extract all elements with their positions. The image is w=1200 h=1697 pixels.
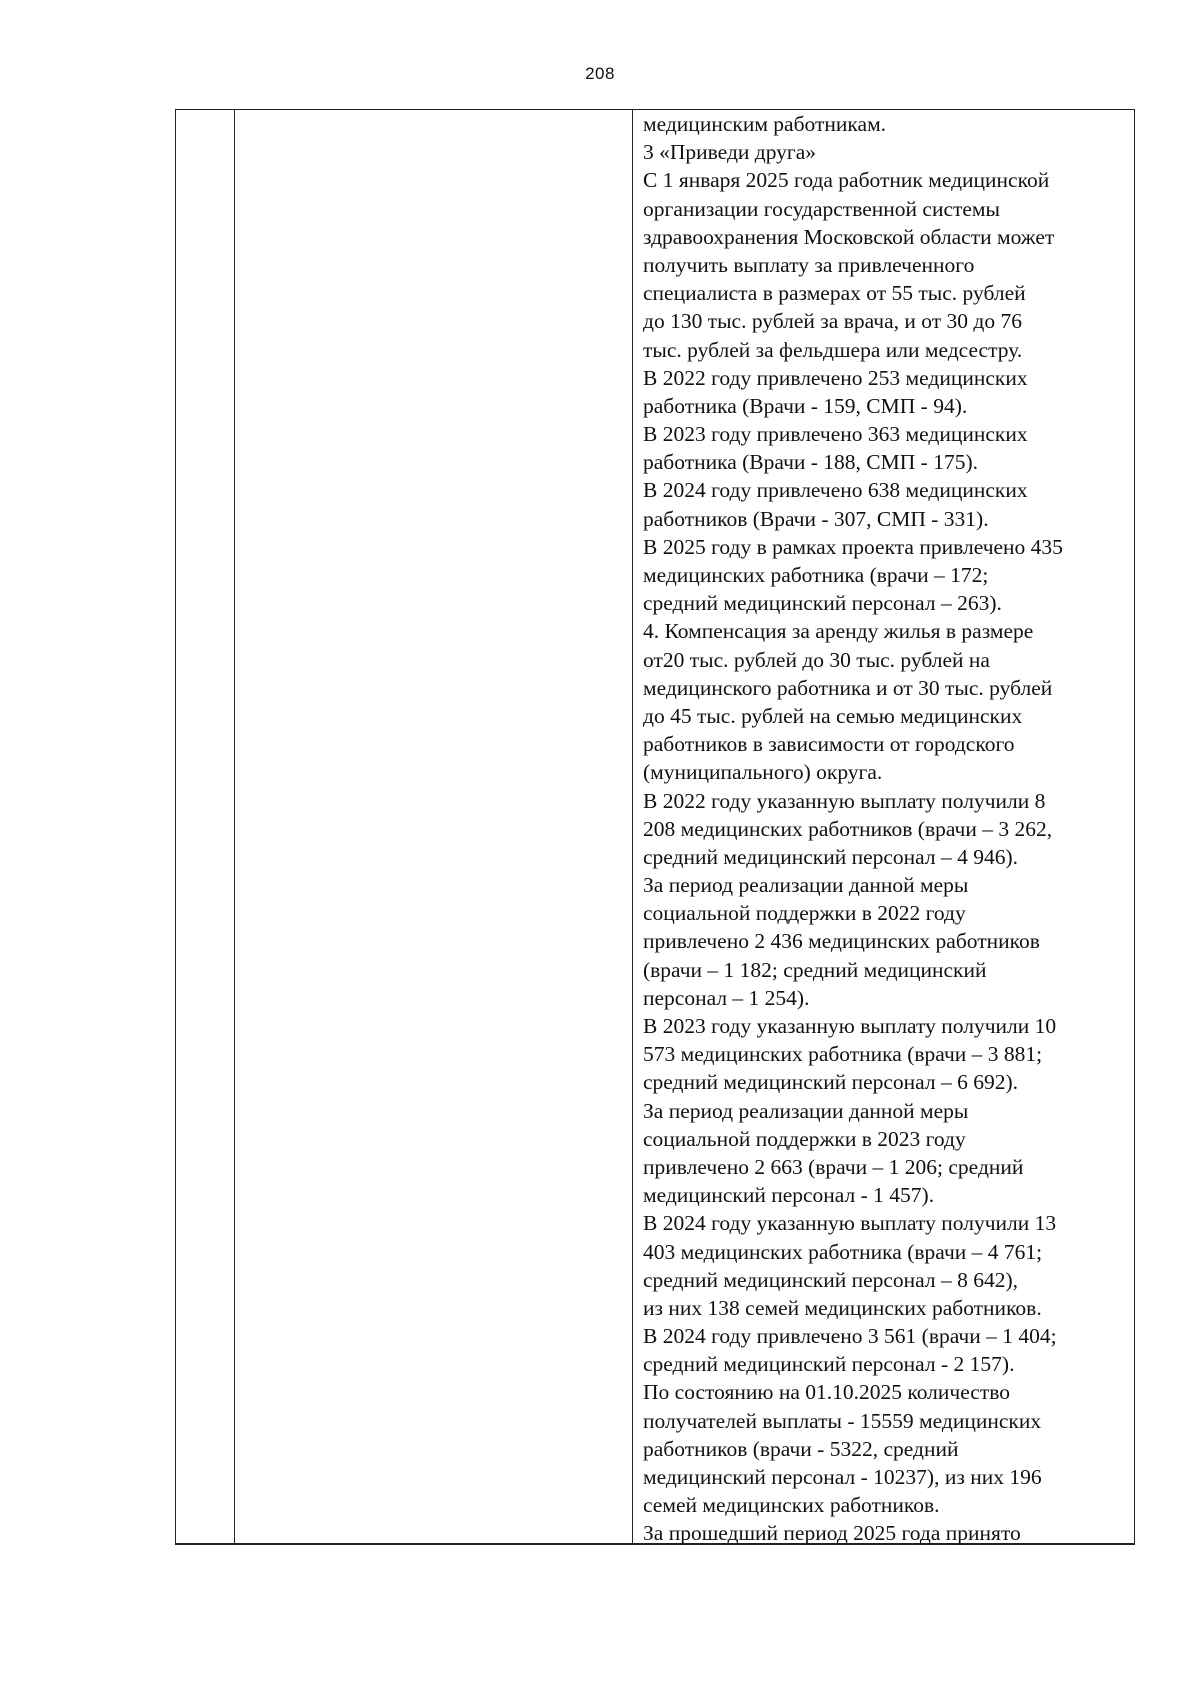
text-line: С 1 января 2025 года работник медицинской	[643, 168, 1050, 193]
text-line: средний медицинский персонал - 2 157).	[643, 1352, 1015, 1377]
column-divider-1	[234, 110, 235, 1543]
text-line: За период реализации данной меры	[643, 873, 969, 898]
text-line: персонал – 1 254).	[643, 985, 810, 1010]
text-line: тыс. рублей за фельдшера или медсестру.	[643, 337, 1023, 362]
text-line: семей медицинских работников.	[643, 1493, 940, 1518]
text-line: до 45 тыс. рублей на семью медицинских	[643, 703, 1023, 728]
text-line: медицинским работникам.	[643, 112, 887, 136]
text-line: организации государственной системы	[643, 196, 1000, 221]
text-line: от20 тыс. рублей до 30 тыс. рублей на	[643, 647, 990, 672]
text-line: работников в зависимости от городского	[643, 732, 1015, 757]
text-line: социальной поддержки в 2023 году	[643, 1126, 966, 1151]
text-line: до 130 тыс. рублей за врача, и от 30 до 76	[643, 309, 1022, 334]
text-line: В 2024 году привлечено 638 медицинских	[643, 478, 1028, 503]
text-line: работников (Врачи - 307, СМП - 331).	[643, 506, 989, 531]
text-line: В 2022 году указанную выплату получили 8	[643, 788, 1046, 813]
document-table	[175, 109, 1135, 1545]
text-line: 4. Компенсация за аренду жилья в размере	[643, 619, 1034, 644]
text-line: медицинский персонал - 1 457).	[643, 1183, 935, 1208]
text-line: медицинского работника и от 30 тыс. рублей	[643, 675, 1053, 700]
text-line: получить выплату за привлеченного	[643, 252, 975, 277]
text-line: средний медицинский персонал – 4 946).	[643, 844, 1019, 869]
text-line: средний медицинский персонал – 6 692).	[643, 1070, 1019, 1095]
text-line: работников (врачи - 5322, средний	[643, 1436, 959, 1461]
text-line: В 2023 году привлечено 363 медицинских	[643, 422, 1028, 447]
column-divider-2	[632, 110, 633, 1543]
text-line: В 2024 году указанную выплату получили 13	[643, 1211, 1057, 1236]
text-line: социальной поддержки в 2022 году	[643, 901, 966, 926]
text-line: По состоянию на 01.10.2025 количество	[643, 1380, 1011, 1405]
text-line: 208 медицинских работников (врачи – 3 262,	[643, 816, 1053, 841]
text-line: специалиста в размерах от 55 тыс. рублей	[643, 281, 1026, 306]
text-line: В 2025 году в рамках проекта привлечено 435	[643, 534, 1063, 559]
text-line: средний медицинский персонал – 8 642),	[643, 1267, 1019, 1292]
text-line: 403 медицинских работника (врачи – 4 761;	[643, 1239, 1043, 1264]
text-line: В 2022 году привлечено 253 медицинских	[643, 365, 1028, 390]
text-line: (муниципального) округа.	[643, 760, 883, 785]
table-cell-column-3	[643, 110, 1131, 1548]
text-line: привлечено 2 663 (врачи – 1 206; средний	[643, 1154, 1024, 1179]
text-line: привлечено 2 436 медицинских работников	[643, 929, 1040, 954]
text-line: (врачи – 1 182; средний медицинский	[643, 957, 987, 982]
text-line: средний медицинский персонал – 263).	[643, 591, 1002, 616]
text-line: 573 медицинских работника (врачи – 3 881;	[643, 1042, 1043, 1067]
text-line: медицинских работника (врачи – 172;	[643, 563, 989, 587]
text-line: из них 138 семей медицинских работников.	[643, 1295, 1042, 1320]
page-number: 208	[585, 64, 615, 83]
text-line: 3 «Приведи друга»	[643, 140, 817, 165]
text-line: получателей выплаты - 15559 медицинских	[643, 1408, 1042, 1433]
text-line: работника (Врачи - 188, СМП - 175).	[643, 450, 978, 475]
text-line: медицинский персонал - 10237), из них 196	[643, 1465, 1042, 1489]
text-line: работника (Врачи - 159, СМП - 94).	[643, 393, 968, 418]
text-line: За период реализации данной меры	[643, 1098, 969, 1123]
text-line: За прошедший период 2025 года принято	[643, 1521, 1021, 1546]
text-line: В 2024 году привлечено 3 561 (врачи – 1 404;	[643, 1324, 1057, 1349]
text-line: В 2023 году указанную выплату получили 10	[643, 1014, 1057, 1038]
text-line: здравоохранения Московской области может	[643, 224, 1055, 249]
